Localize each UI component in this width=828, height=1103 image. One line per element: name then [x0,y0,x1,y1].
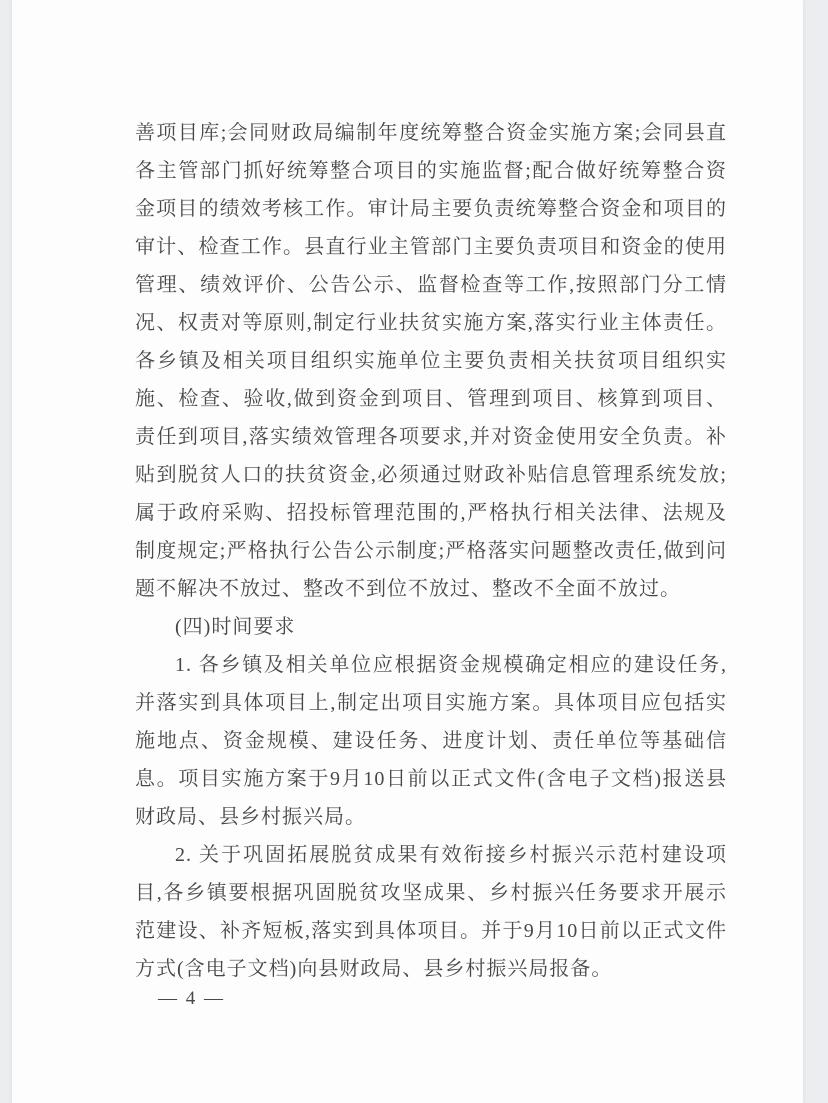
paragraph-item-1: 1. 各乡镇及相关单位应根据资金规模确定相应的建设任务,并落实到具体项目上,制定出项目实施方案。具体项目应包括实施地点、资金规模、建设任务、进度计划、责任单位等基础信息。项目实施方案于9月10日前以正式文件(含电子文档)报送县财政局、县乡村振兴局。 [135,654,727,828]
paragraph-responsibilities-continuation: 善项目库;会同财政局编制年度统筹整合资金实施方案;会同县直各主管部门抓好统筹整合项目的实施监督;配合做好统筹整合资金项目的绩效考核工作。审计局主要负责统筹整合资金和项目的审计、检查工作。县直行业主管部门主要负责项目和资金的使用管理、绩效评价、公告公示、监督检查等工作,按照部门分工情况、权责对等原则,制定行业扶贫实施方案,落实行业主体责任。各乡镇及相关项目组织实施单位主要负责相关扶贫项目组织实施、检查、验收,做到资金到项目、管理到项目、核算到项目、责任到项目,落实绩效管理各项要求,并对资金使用安全负责。补贴到脱贫人口的扶贫资金,必须通过财政补贴信息管理系统发放;属于政府采购、招投标管理范围的,严格执行相关法律、法规及制度规定;严格执行公告公示制度;严格落实问题整改责任,做到问题不解决不放过、整改不到位不放过、整改不全面不放过。 [135,122,727,600]
page-number: — 4 — [158,988,225,1009]
section-heading-time-requirements: (四)时间要求 [175,616,296,638]
document-text-block [135,114,727,988]
document-page [12,0,803,1103]
paragraph-item-2: 2. 关于巩固拓展脱贫成果有效衔接乡村振兴示范村建设项目,各乡镇要根据巩固脱贫攻坚成果、乡村振兴任务要求开展示范建设、补齐短板,落实到具体项目。并于9月10日前以正式文件方式(含电子文档)向县财政局、县乡村振兴局报备。 [135,844,727,980]
